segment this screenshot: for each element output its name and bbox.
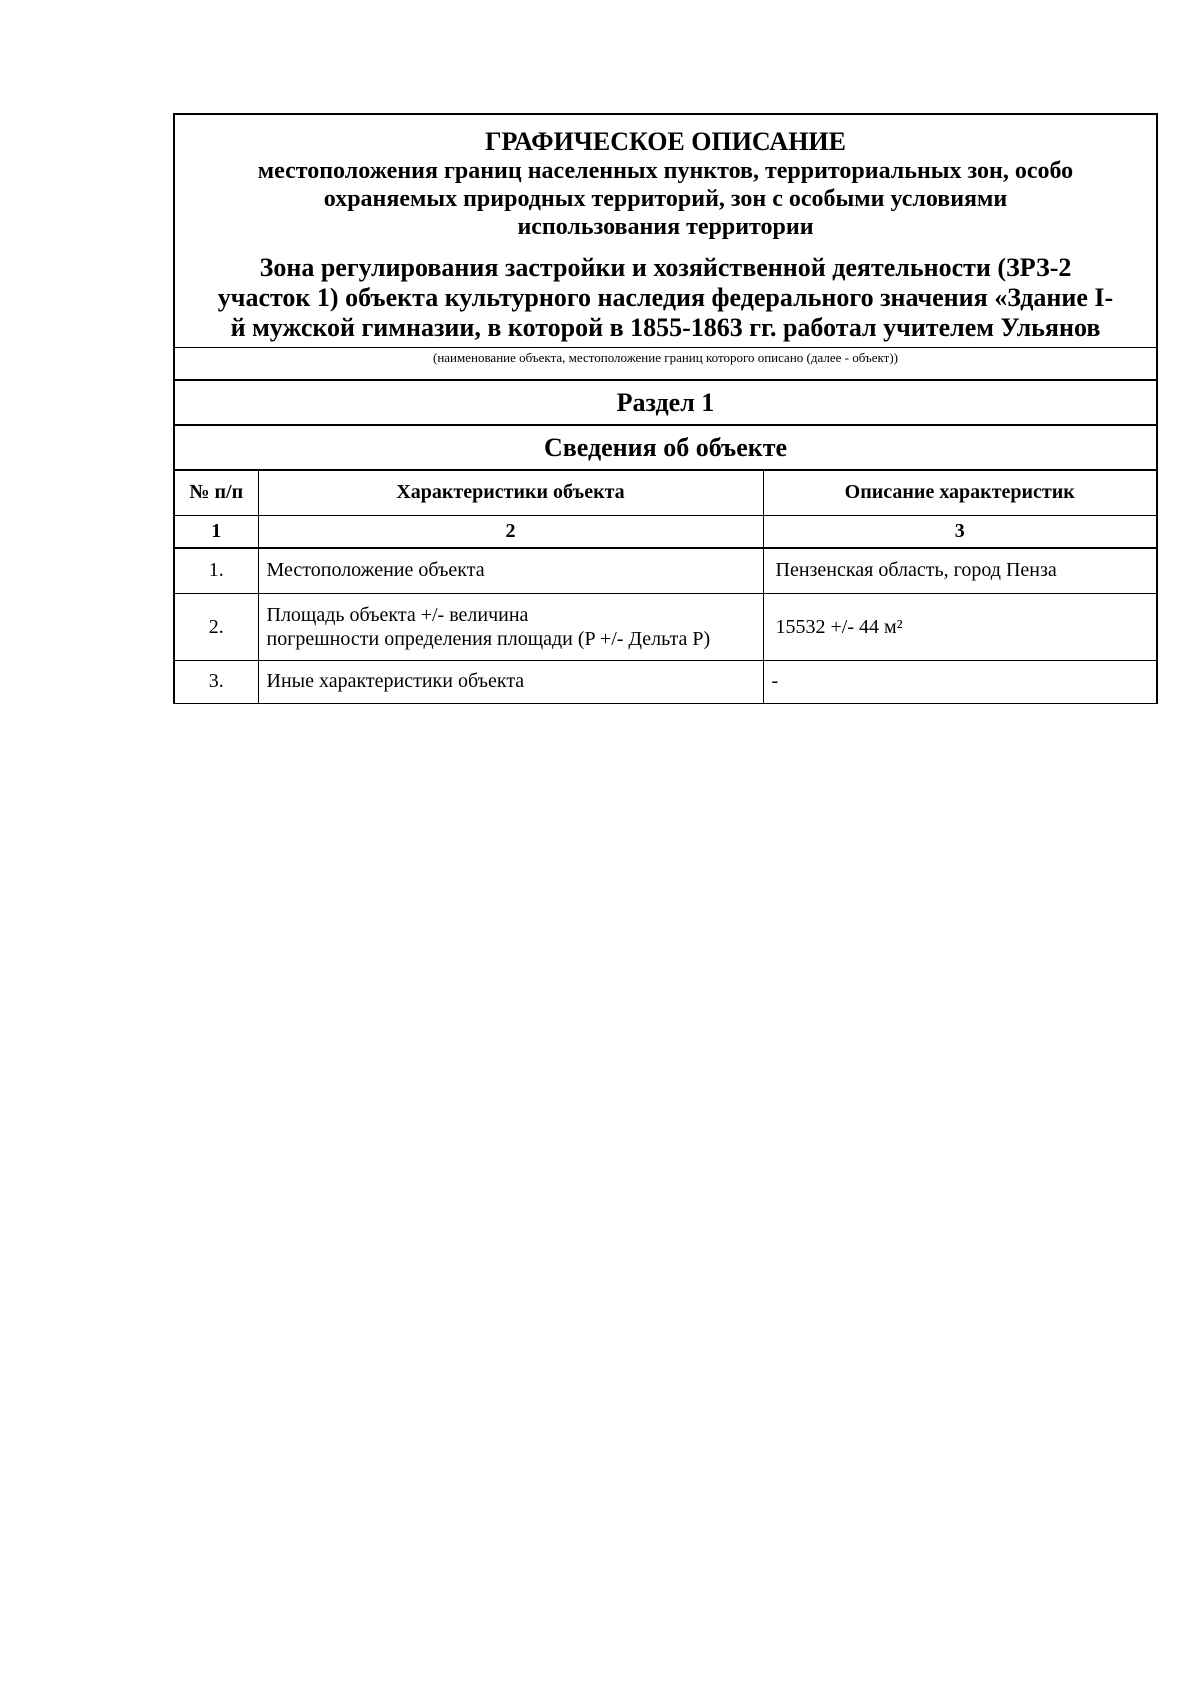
- section-number: Раздел 1: [175, 379, 1156, 424]
- document-header: [175, 115, 1156, 347]
- column-header-characteristic: Характеристики объекта: [258, 470, 763, 515]
- row-index: 1.: [175, 548, 258, 593]
- object-name-caption: (наименование объекта, местоположение границ которого описано (далее - объект)): [175, 347, 1156, 379]
- row-characteristic: Местоположение объекта: [258, 548, 763, 593]
- column-header-index: № п/п: [175, 470, 258, 515]
- row-index: 3.: [175, 660, 258, 703]
- table-row: [175, 548, 1156, 593]
- row-description: -: [763, 660, 1156, 703]
- object-name-line-2: участок 1) объекта культурного наследия федерального значения «Здание I-: [217, 283, 1114, 312]
- column-number: 1: [175, 515, 258, 548]
- column-number-row: [175, 515, 1156, 548]
- row-characteristic-line: Площадь объекта +/- величина: [266, 603, 529, 626]
- object-name-line-3: й мужской гимназии, в которой в 1855-1863 гг. работал учителем Ульянов: [230, 313, 1101, 342]
- row-characteristic: [258, 593, 763, 660]
- subtitle-line-1: местоположения границ населенных пунктов, территориальных зон, особо: [257, 158, 1074, 184]
- row-description: 15532 +/- 44 м²: [763, 593, 1156, 660]
- table-header-row: [175, 470, 1156, 515]
- column-header-description: Описание характеристик: [763, 470, 1156, 515]
- document-title: ГРАФИЧЕСКОЕ ОПИСАНИЕ: [485, 127, 846, 156]
- column-number: 3: [763, 515, 1156, 548]
- subtitle-line-2: охраняемых природных территорий, зон с особыми условиями: [323, 186, 1008, 212]
- row-characteristic: Иные характеристики объекта: [258, 660, 763, 703]
- column-number: 2: [258, 515, 763, 548]
- object-name-line-1: Зона регулирования застройки и хозяйственной деятельности (ЗРЗ-2: [259, 253, 1072, 282]
- document-frame: [173, 113, 1158, 704]
- row-characteristic-line: погрешности определения площади (P +/- Дельта P): [266, 627, 711, 650]
- row-index: 2.: [175, 593, 258, 660]
- table-row: [175, 660, 1156, 703]
- object-info-table: [175, 469, 1156, 704]
- section-title: Сведения об объекте: [175, 424, 1156, 469]
- table-row: [175, 593, 1156, 660]
- row-description: Пензенская область, город Пенза: [763, 548, 1156, 593]
- subtitle-line-3: использования территории: [517, 214, 814, 240]
